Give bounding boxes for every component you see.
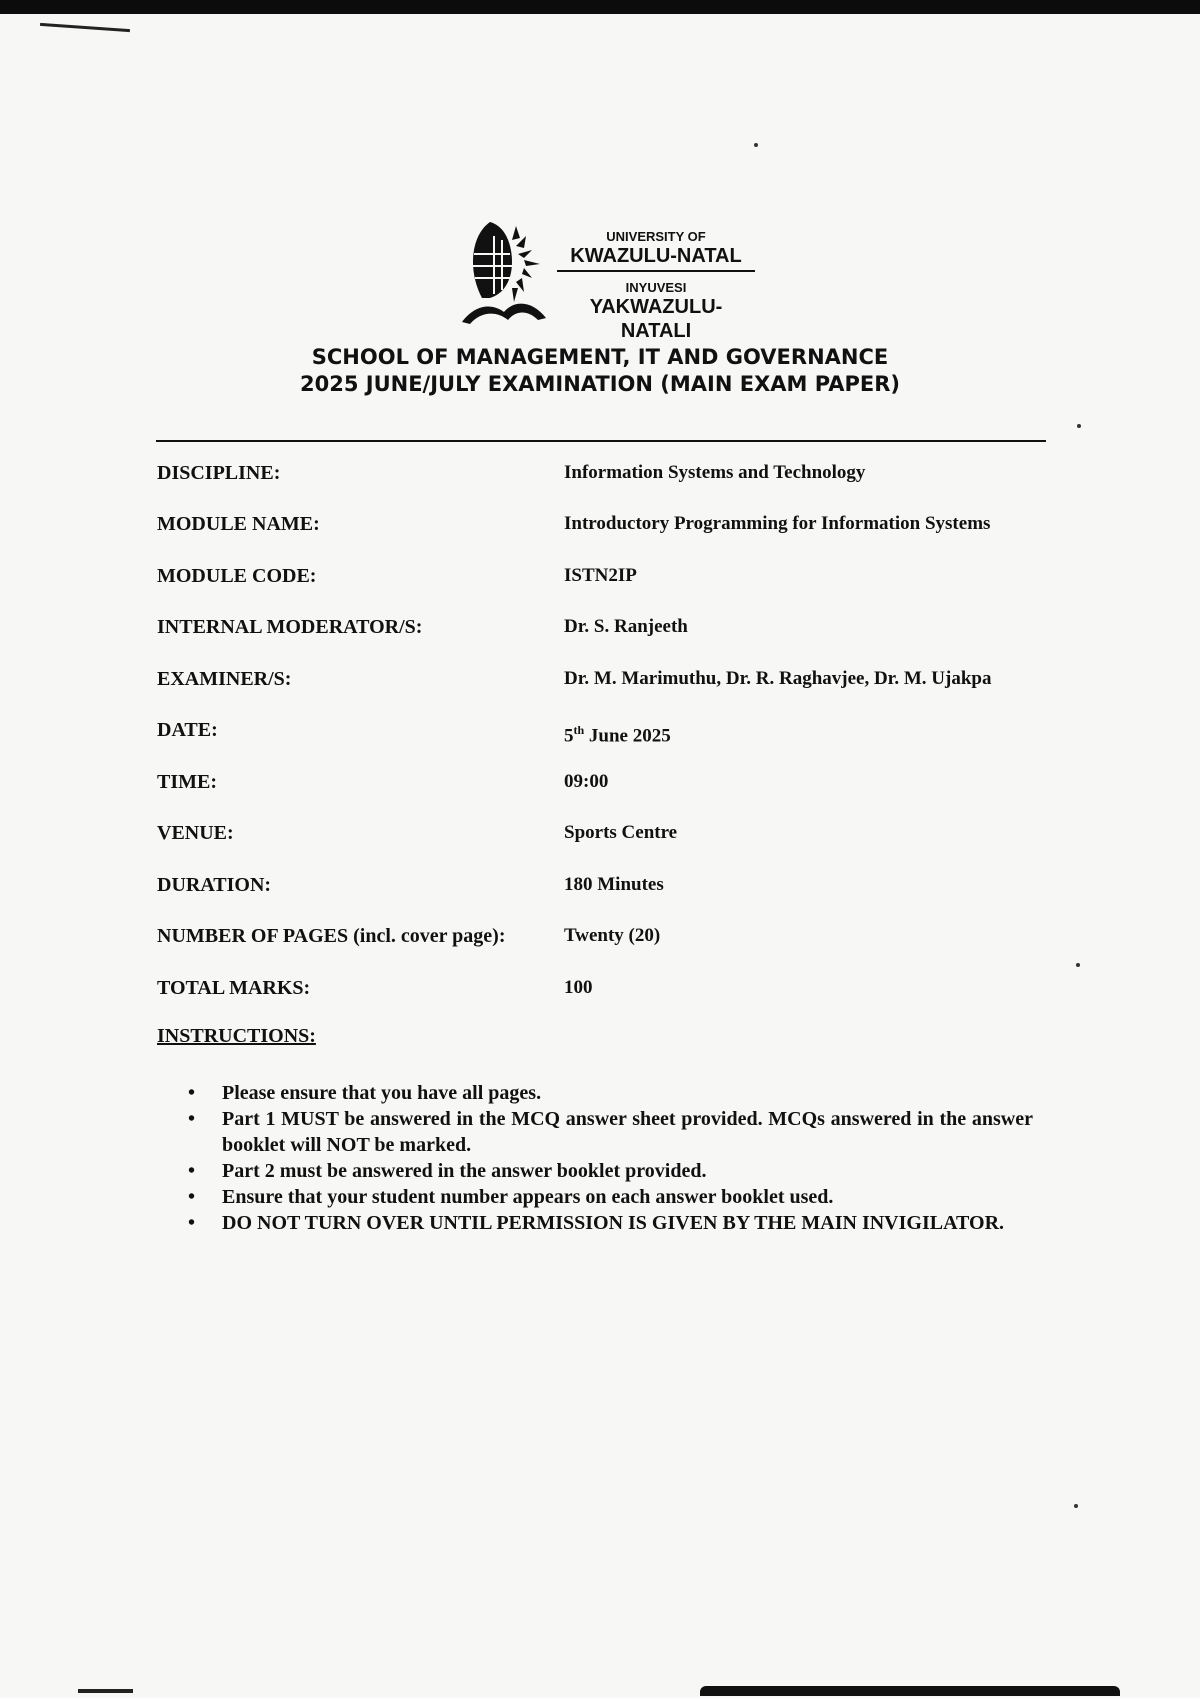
marks-value: 100 [564, 977, 593, 998]
examiner-label: EXAMINER/S: [157, 668, 292, 690]
header-divider [156, 440, 1046, 442]
pages-label: NUMBER OF PAGES (incl. cover page): [157, 925, 506, 947]
discipline-value: Information Systems and Technology [564, 462, 866, 483]
instruction-item: • Part 1 MUST be answered in the MCQ answer sheet provided. MCQs answered in the answer booklet will NOT be marked. [188, 1106, 1033, 1158]
module-name-row [157, 509, 1057, 539]
marks-row [157, 973, 1057, 1003]
module-code-value: ISTN2IP [564, 565, 637, 586]
instruction-item: • Please ensure that you have all pages. [188, 1080, 1033, 1106]
module-name-label: MODULE NAME: [157, 513, 320, 535]
instruction-item: • DO NOT TURN OVER UNTIL PERMISSION IS GIVEN BY THE MAIN INVIGILATOR. [188, 1210, 1033, 1236]
date-label: DATE: [157, 719, 218, 741]
discipline-row [157, 458, 1057, 488]
examiner-value: Dr. M. Marimuthu, Dr. R. Raghavjee, Dr. M. Ujakpa [564, 668, 992, 689]
venue-label: VENUE: [157, 822, 234, 844]
university-name-line3: INYUVESI [625, 280, 687, 295]
instruction-item: • Ensure that your student number appears on each answer booklet used. [188, 1184, 1033, 1210]
pages-value: Twenty (20) [564, 925, 661, 946]
discipline-label: DISCIPLINE: [157, 462, 281, 484]
moderator-row [157, 612, 1057, 642]
time-label: TIME: [157, 771, 217, 793]
university-name-line4: YAKWAZULU-NATALI [589, 296, 723, 342]
ukzn-logo-icon [460, 214, 560, 334]
exam-title: 2025 JUNE/JULY EXAMINATION (MAIN EXAM PAPER) [300, 372, 900, 396]
module-name-value: Introductory Programming for Information Systems [564, 513, 991, 534]
venue-row [157, 818, 1057, 848]
module-code-label: MODULE CODE: [157, 565, 317, 587]
university-name-rule [557, 270, 755, 272]
instructions-list [188, 1080, 1033, 1236]
pages-row [157, 921, 1057, 951]
examiner-row [157, 664, 1057, 694]
date-rest: June 2025 [584, 725, 671, 747]
university-name-line1: UNIVERSITY OF [606, 229, 706, 244]
scan-bottom-mark [78, 1689, 133, 1693]
marks-label: TOTAL MARKS: [157, 977, 311, 999]
page-title [150, 344, 1050, 398]
scan-speck [1076, 963, 1080, 967]
moderator-value: Dr. S. Ranjeeth [564, 616, 688, 637]
instructions-heading: INSTRUCTIONS: [157, 1025, 316, 1047]
scan-top-edge [0, 0, 1200, 14]
venue-value: Sports Centre [564, 822, 678, 843]
scan-speck [754, 143, 758, 147]
time-row [157, 767, 1057, 797]
scan-speck [1077, 424, 1081, 428]
scan-speck [1074, 1504, 1078, 1508]
university-name-line2: KWAZULU-NATAL [570, 245, 742, 267]
duration-row [157, 870, 1057, 900]
duration-label: DURATION: [157, 874, 272, 896]
date-day: 5 [564, 725, 574, 747]
duration-value: 180 Minutes [564, 874, 664, 895]
scan-corner-mark [40, 23, 130, 32]
moderator-label: INTERNAL MODERATOR/S: [157, 616, 423, 638]
university-name [556, 229, 756, 343]
date-suffix: th [573, 723, 585, 737]
date-row [157, 715, 1057, 745]
scan-bottom-edge [700, 1686, 1120, 1696]
school-name: SCHOOL OF MANAGEMENT, IT AND GOVERNANCE [311, 345, 889, 369]
instruction-item: • Part 2 must be answered in the answer booklet provided. [188, 1158, 1033, 1184]
module-code-row [157, 561, 1057, 591]
time-value: 09:00 [564, 771, 609, 792]
date-value [564, 715, 671, 751]
